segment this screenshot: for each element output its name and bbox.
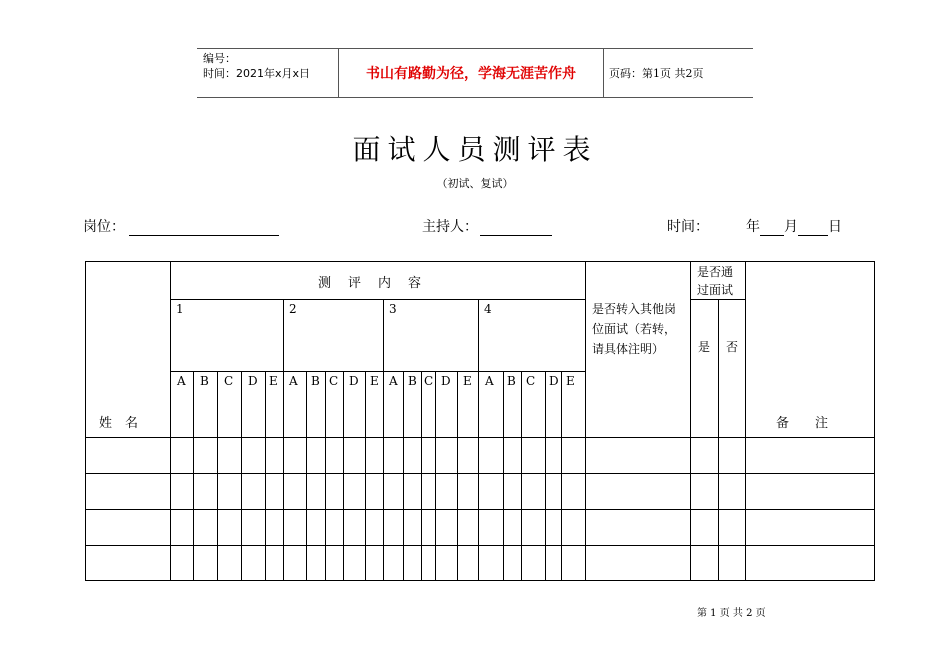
grade-label: B [200, 374, 209, 388]
pass-header: 是否通 过面试 [697, 265, 734, 297]
grade-label: A [177, 374, 186, 388]
item-3-label: 3 [389, 302, 397, 316]
header-page-code: 页码：第1页 共2页 [609, 67, 704, 80]
host-blank[interactable] [480, 221, 552, 236]
grade-label: A [485, 374, 494, 388]
transfer-header: 是否转入其他岗 位面试（若转， 请具体注明） [592, 302, 677, 356]
pass-no-header: 否 [726, 340, 739, 354]
grade-label: D [441, 374, 451, 388]
position-blank[interactable] [129, 221, 279, 236]
grade-label: C [424, 374, 434, 388]
grade-label: E [269, 374, 278, 388]
grade-label: A [389, 374, 398, 388]
content-header: 测 评 内 容 [318, 276, 424, 291]
page-header [197, 48, 753, 98]
remark-header: 备 注 [776, 416, 829, 431]
grade-label: A [289, 374, 298, 388]
grade-label: E [566, 374, 575, 388]
table-row[interactable] [86, 474, 874, 509]
table-row[interactable] [86, 438, 874, 473]
grade-label: B [507, 374, 516, 388]
position-label: 岗位： [83, 219, 125, 235]
date-field [746, 216, 842, 236]
grade-label: C [224, 374, 234, 388]
item-1-label: 1 [176, 302, 184, 316]
evaluation-table [85, 261, 875, 581]
name-header: 姓 名 [99, 416, 139, 431]
page-footer: 第 1 页 共 2 页 [697, 608, 766, 619]
pass-yes-header: 是 [698, 340, 711, 354]
grade-label: E [463, 374, 472, 388]
number-label: 编号： [203, 52, 236, 65]
header-time: 时间：2021年x月x日 [203, 67, 311, 80]
day-blank[interactable] [798, 221, 828, 236]
document-subtitle: （初试、复试） [436, 177, 514, 190]
document-title: 面试人员测评表 [352, 133, 598, 166]
table-row[interactable] [86, 510, 874, 545]
table-row[interactable] [86, 546, 874, 580]
time-field-label: 时间： [667, 219, 709, 235]
header-motto: 书山有路勤为径，学海无涯苦作舟 [338, 49, 604, 97]
grade-label: B [311, 374, 320, 388]
grade-label: B [408, 374, 417, 388]
item-4-label: 4 [484, 302, 492, 316]
host-label: 主持人： [422, 219, 478, 235]
host-field [422, 216, 552, 236]
grade-label: C [329, 374, 339, 388]
month-blank[interactable] [760, 221, 784, 236]
header-meta [203, 51, 310, 81]
grade-label: D [349, 374, 359, 388]
item-2-label: 2 [289, 302, 297, 316]
position-field [83, 216, 279, 236]
year-label: 年 [746, 219, 760, 235]
grade-label: E [370, 374, 379, 388]
grade-label: D [248, 374, 258, 388]
grade-label: C [526, 374, 536, 388]
month-label: 月 [784, 219, 798, 235]
grade-label: D [549, 374, 559, 388]
day-label: 日 [828, 219, 842, 235]
